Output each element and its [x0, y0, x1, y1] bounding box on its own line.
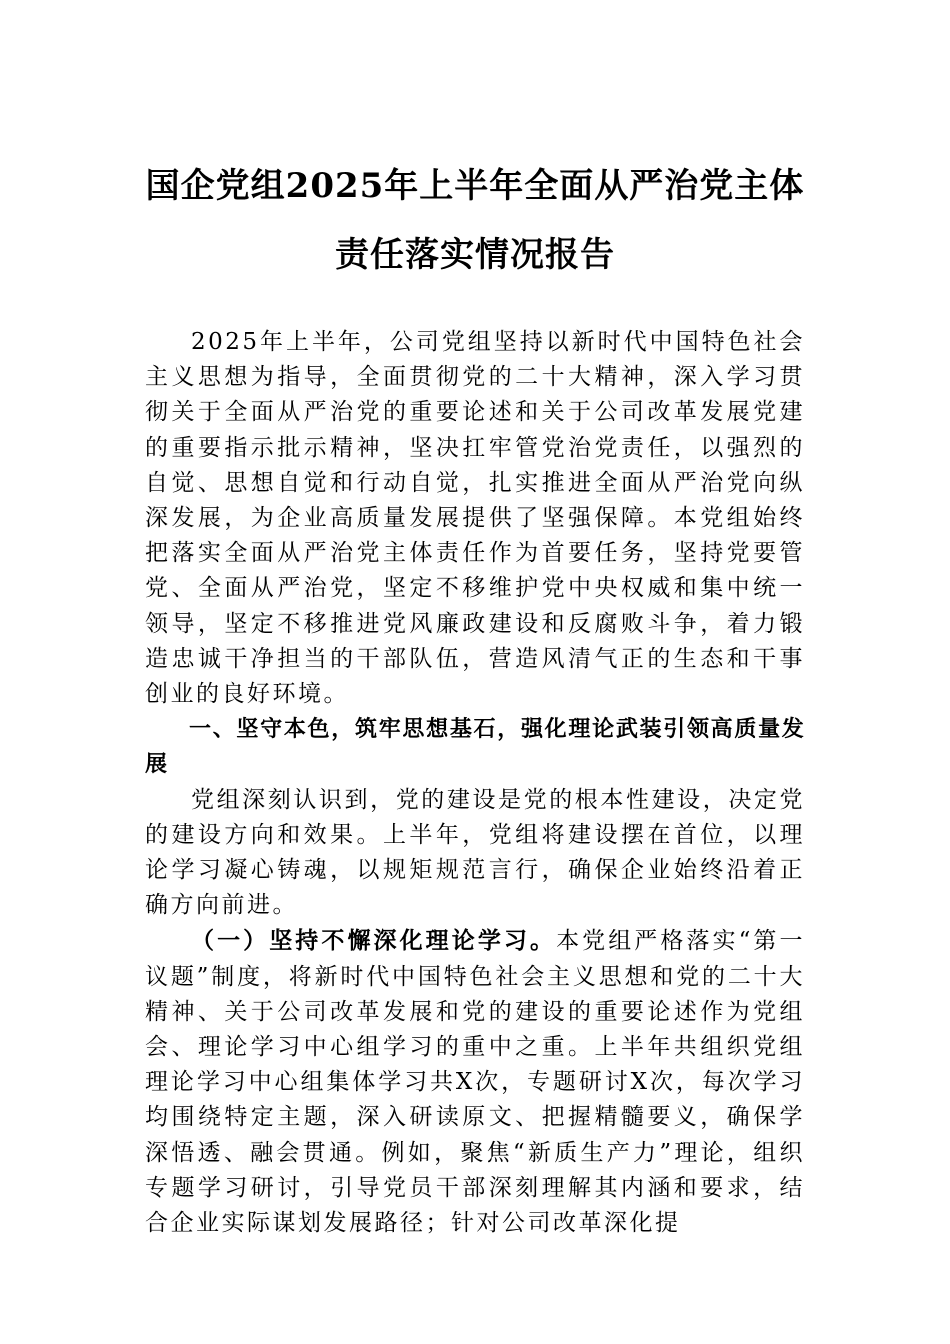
document-title-line-2: 责任落实情况报告	[335, 235, 615, 275]
subsection-1-paragraph	[145, 923, 805, 1241]
subsection-1-lead: （一）坚持不懈深化理论学习。	[191, 927, 557, 955]
document-title-line-1: 国企党组2025年上半年全面从严治党主体	[145, 166, 805, 206]
document-body	[145, 325, 805, 1241]
section-1-paragraph: 党组深刻认识到，党的建设是党的根本性建设，决定党的建设方向和效果。上半年，党组将建设摆在首位，以理论学习凝心铸魂，以规矩规范言行，确保企业始终沿着正确方向前进。	[145, 786, 805, 919]
subsection-1-text: 本党组严格落实“第一议题”制度，将新时代中国特色社会主义思想和党的二十大精神、关于公司改革发展和党的建设的重要论述作为党组会、理论学习中心组学习的重中之重。上半年共组织党组理论学习中心组集体学习共X次，专题研讨X次，每次学习均围绕特定主题，深入研读原文、把握精髓要义，确保学深悟透、融会贯通。例如，聚焦“新质生产力”理论，组织专题学习研讨，引导党员干部深刻理解其内涵和要求，结合企业实际谋划发展路径；针对公司改革深化提	[145, 928, 805, 1237]
intro-paragraph: 2025年上半年，公司党组坚持以新时代中国特色社会主义思想为指导，全面贯彻党的二十大精神，深入学习贯彻关于全面从严治党的重要论述和关于公司改革发展党建的重要指示批示精神，坚决扛牢管党治党责任，以强烈的自觉、思想自觉和行动自觉，扎实推进全面从严治党向纵深发展，为企业高质量发展提供了坚强保障。本党组始终把落实全面从严治党主体责任作为首要任务，坚持党要管党、全面从严治党，坚定不移维护党中央权威和集中统一领导，坚定不移推进党风廉政建设和反腐败斗争，着力锻造忠诚干净担当的干部队伍，营造风清气正的生态和干事创业的良好环境。	[145, 329, 805, 708]
section-1-heading: 一、坚守本色，筑牢思想基石，强化理论武装引领高质量发展	[145, 717, 805, 778]
